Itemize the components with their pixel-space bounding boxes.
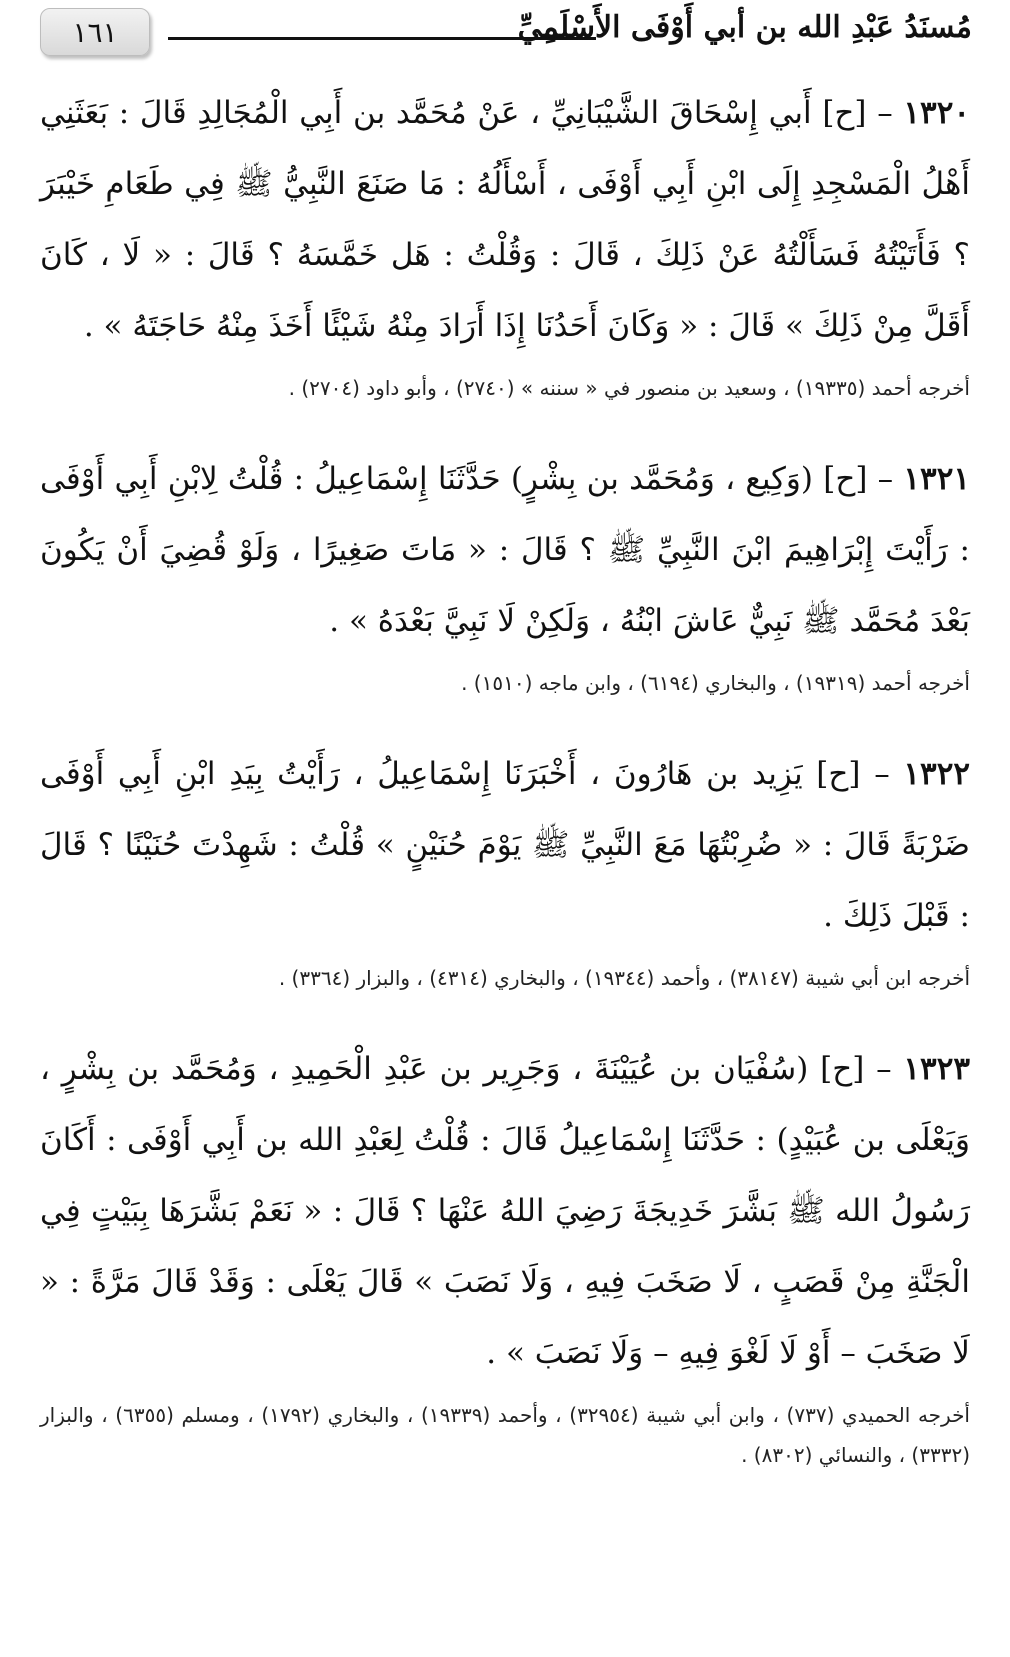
- running-title: مُسنَدُ عَبْدِ الله بن أبي أَوْفَى الأَسْلَمِيِّ: [517, 10, 972, 45]
- hadith-text: [40, 444, 970, 657]
- hadith-1320: [40, 78, 970, 408]
- hadith-text: [40, 739, 970, 952]
- hadith-1321: [40, 444, 970, 703]
- takhrij-note: أخرجه الحميدي (٧٣٧) ، وابن أبي شيبة (٣٢٩٥٤) ، وأحمد (١٩٣٣٩) ، والبخاري (١٧٩٢) ، ومسلم (٦٣٥٥) ، والبزار (٣٣٣٢) ، والنسائي (٨٣٠٢) .: [40, 1403, 970, 1467]
- takhrij-note: أخرجه ابن أبي شيبة (٣٨١٤٧) ، وأحمد (١٩٣٤٤) ، والبخاري (٤٣١٤) ، والبزار (٣٣٦٤) .: [278, 966, 970, 990]
- hadith-number: ١٣٢١: [903, 461, 970, 497]
- hadith-1323: [40, 1034, 970, 1475]
- hadith-text: [40, 1034, 970, 1389]
- hadith-body: – [ح] (وَكِيع ، وَمُحَمَّد بن بِشْرٍ) حَدَّثَنَا إِسْمَاعِيلُ : قُلْتُ لِابْنِ أَبِي أَوْفَى : رَأَيْتَ إِبْرَاهِيمَ ابْنَ النَّبِيِّ ﷺ ؟ قَالَ : « مَاتَ صَغِيرًا ، وَلَوْ قُضِيَ أَنْ يَكُونَ بَعْدَ مُحَمَّد ﷺ نَبِيٌّ عَاشَ ابْنُهُ ، وَلَكِنْ لَا نَبِيَّ بَعْدَهُ » .: [40, 461, 970, 639]
- page-number: ١٦١: [40, 8, 150, 56]
- hadith-text: [40, 78, 970, 362]
- hadith-body: – [ح] يَزِيد بن هَارُونَ ، أَخْبَرَنَا إِسْمَاعِيلُ ، رَأَيْتُ بِيَدِ ابْنِ أَبِي أَوْفَى ضَرْبَةً قَالَ : « ضُرِبْتُهَا مَعَ النَّبِيِّ ﷺ يَوْمَ حُنَيْنٍ » قُلْتُ : شَهِدْتَ حُنَيْنًا ؟ قَالَ : قَبْلَ ذَلِكَ .: [40, 756, 970, 934]
- takhrij-note: أخرجه أحمد (١٩٣٣٥) ، وسعيد بن منصور في « سننه » (٢٧٤٠) ، وأبو داود (٢٧٠٤) .: [288, 376, 970, 400]
- hadith-body: – [ح] (سُفْيَان بن عُيَيْنَةَ ، وَجَرِير بن عَبْدِ الْحَمِيدِ ، وَمُحَمَّد بن بِشْرٍ ، وَيَعْلَى بن عُبَيْدٍ) : حَدَّثَنَا إِسْمَاعِيلُ قَالَ : قُلْتُ لِعَبْدِ الله بن أَبِي أَوْفَى : أَكَانَ رَسُولُ الله ﷺ بَشَّرَ خَدِيجَةَ رَضِيَ اللهُ عَنْهَا ؟ قَالَ : « نَعَمْ بَشَّرَهَا بِبَيْتٍ فِي الْجَنَّةِ مِنْ قَصَبٍ ، لَا صَخَبَ فِيهِ ، وَلَا نَصَبَ » قَالَ يَعْلَى : وَقَدْ قَالَ مَرَّةً : « لَا صَخَبَ – أَوْ لَا لَغْوَ فِيهِ – وَلَا نَصَبَ » .: [40, 1051, 970, 1371]
- page-header: [0, 0, 1010, 70]
- hadith-number: ١٣٢٣: [903, 1051, 970, 1087]
- hadith-number: ١٣٢٢: [903, 756, 971, 792]
- takhrij-note: أخرجه أحمد (١٩٣١٩) ، والبخاري (٦١٩٤) ، وابن ماجه (١٥١٠) .: [461, 671, 970, 695]
- hadith-1322: [40, 739, 970, 998]
- page-body: [40, 78, 970, 1475]
- hadith-body: – [ح] أَبي إِسْحَاقَ الشَّيْبَانِيِّ ، عَنْ مُحَمَّد بن أَبِي الْمُجَالِدِ قَالَ : بَعَثَنِي أَهْلُ الْمَسْجِدِ إِلَى ابْنِ أَبِي أَوْفَى ، أَسْأَلُهُ : مَا صَنَعَ النَّبِيُّ ﷺ فِي طَعَامِ خَيْبَرَ ؟ فَأَتَيْتُهُ فَسَأَلْتُهُ عَنْ ذَلِكَ ، قَالَ : وَقُلْتُ : هَل خَمَّسَهُ ؟ قَالَ : « لَا ، كَانَ أَقَلَّ مِنْ ذَلِكَ » قَالَ : « وَكَانَ أَحَدُنَا إِذَا أَرَادَ مِنْهُ شَيْئًا أَخَذَ مِنْهُ حَاجَتَهُ » .: [40, 95, 970, 344]
- hadith-number: ١٣٢٠: [903, 95, 971, 131]
